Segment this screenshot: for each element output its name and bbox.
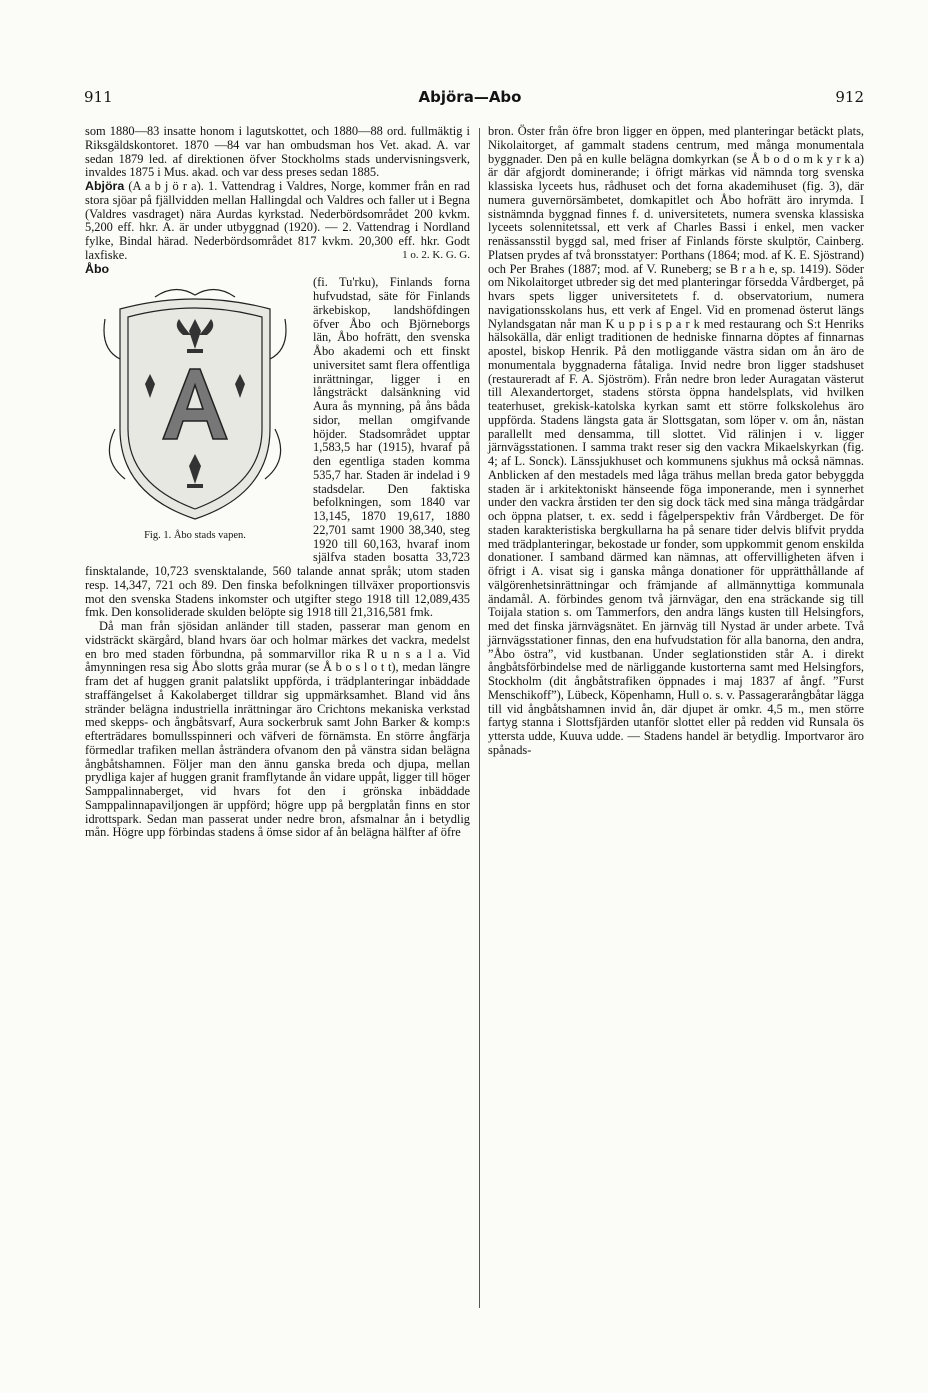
figure-coat-of-arms	[85, 279, 305, 551]
entry-abo-body: (fi. Tu'rku), Finlands forna hufvudstad, säte för Finlands ärkebiskop, landshöfdingen öfver Åbo och Björneborgs län, Åbo hofrätt, den svenska Åbo akademi och ett finskt universitet samt flera offentliga inrättningar, ligger i en långsträckt dalsänkning vid Aura ås mynning, på åns båda sidor, mellan omgifvande höjder. Stadsområdet upptar 1,583,5 har (1915), hvaraf på den egentliga staden komma 535,7 har. Staden är indelad i 9 stadsdelar. Den faktiska befolkningen, som 1840 var 13,145, 1870 19,617, 1880 22,701 samt 1900 38,340, steg 1920 till 60,163, hvaraf inom själfva staden bosatta 33,723 finsktalande, 10,723 svensktalande, 560 talande annat språk; utom staden resp. 14,347, 721 och 89. Den finska befolkningen tillväxer proportionsvis mot den svenska Stadens inkomster och utgifter stego 1918 till 12,089,435 fmk. Den konsoliderade skulden belöpte sig 1918 till 21,316,581 fmk.	[85, 275, 470, 620]
entry-abo-paragraph-2: Då man från sjösidan anländer till staden, passerar man genom en vidsträckt skärgård, bland hvars öar och holmar märkes det vackra, medelst en bro med staden förbundna, på sommarvillor rika R u n s a l a. Vid åmynningen resa sig Åbo slotts gråa murar (se Å b o s l o t t), medan längre fram det af huggen granit palatslikt uppförda, i trädplanteringar inbäddade straffängelset å Kakolaberget tilldrar sig uppmärksamhet. Bland vid åns stränder belägna industriella inrättningar äro Crichtons mekaniska verkstad med skepps- och ångbåtsvarf, Aura sockerbruk samt John Barker & komp:s efterträdares bomullsspinneri och väfveri de förnämsta. En större ångfärja förmedlar trafiken mellan åsträndera ofvanom den på vänstra sidan belägna ångbåtshamnen. Följer man den ännu ganska breda och djupa, mellan prydliga kajer af huggen granit framflytande ån vidare uppåt, ligger till höger Samppalinnaberget, vid hvars fot den i grönska inbäddade Samppalinnapaviljongen är uppförd; högre upp på bergplatån finns en stor idrottspark. Sedan man passerat under nedre bron, afsmalnar ån i betydlig mån. Högre upp förbindas stadens å ömse sidor af ån belägna hälfter af öfre	[85, 619, 470, 840]
entry-heading-abo: Åbo	[85, 261, 110, 276]
entry-abo	[85, 263, 470, 277]
page-number-right: 912	[835, 88, 864, 106]
entry-abo-continued: bron. Öster från öfre bron ligger en öppen, med planteringar betäckt plats, Nikolaitorget, af gammalt stadens centrum, med många monumentala byggnader. Den på en kulle belägna domkyrkan (se Å b o d o m k y r k a) är där afgjordt dominerande; i öfrigt märkas vid nämnda torg svenska klassiska lyceets hus, rådhuset och det forna akademihuset (fig. 3), där numera guvernörsämbetet, domkapitlet och Åbo hofrätt äro inrymda. I sistnämnda byggnad finnes f. d. universitetets, numera svenska klassiska lyceets solennitetssal, ett verk af Charles Bassi i enkel, men vacker renässansstil byggd sal, med friser af Finlands förste skulptör, Cainberg. Platsen prydes af två bronsstatyer: Porthans (1864; mod. af K. E. Sjöstrand) och Per Brahes (1887; mod. af V. Runeberg; se B r a h e, sp. 1419). Söder om Nikolaitorget utbreder sig det med planteringar försedda Vårdberget, på hvars spets ligger universitetets f. d. observatorium, numera navigationsskolans hus, ett verk af Engel. Vid en promenad österut längs Nylandsgatan når man K u p p i s p a r k med restaurang och S:t Henriks hälsokälla, där enligt traditionen de hedniske finnarna döptes af finnarnas apostel, biskop Henrik. På den motliggande västra sidan om ån äro de monumentala byggnaderna fåtaliga. Invid nedre bron ligger stadshuset (restaureradt af F. A. Sjöström). Från nedre bron leder Auragatan västerut till Alexandertorget, stadens största öppna handelsplats, vid hvilken teaterhuset, grekisk-katolska kyrkan samt ett större folkskolehus äro uppförda. Stadens längsta gata är Slottsgatan, som löper v. om ån, nästan parallellt med densamma, till slottet. Vid rälinjen i v. ligger järnvägsstationen. I samma trakt reser sig den vackra Mikaelskyrkan (fig. 4; af L. Sonck). Länssjukhuset och kommunens sjukhus må också nämnas. Anblicken af den mestadels med låga trähus mellan breda gator bebyggda staden är i arkitektoniskt hänseende föga imponerande, men i synnerhet under den vackra årstiden ter den sig dock täck med sina många trädgårdar och öppna platser, t. ex. sedd i fågelperspektiv från Vårdberget. De för staden karakteristiska bergkullarna ha på senare tider delvis blifvit prydda med trädplanteringar, bekostade ur fonder, som uppkommit genom enskilda donationer. I samband därmed kan nämnas, att offervilligheten äfven i öfrigt i A. visat sig i ganska många donationer för upprätthållande af välgörenhetsinrättningar och främjande af allmännyttiga kommunala ändamål. A. förbindes genom två järnvägar, den ena sträckande sig till Toijala station s. om Tammerfors, den andra längs kusten till Helsingfors, med det finska järnvägsnätet. En järnväg till Nystad är under arbete. Två järnvägsstationer finnas, den ena hufvudstation för alla banorna, den andra, ”Åbo östra”, vid kustbanan. Under seglationstiden står A. i direkt ångbåtsförbindelse med de närliggande kustorterna samt med Helsingfors, Stockholm (dit ångbåtstrafiken öppnades i maj 1837 af ångf. ”Furst Menschikoff”), Lübeck, Köpenhamn, Hull o. s. v. Passagerarångbåtar lägga till vid ångbåtshamnen invid ån, där djupet är omkr. 4,5 m., men större fartyg stanna i Slottsfjärden utanför slottet eller på redden vid Runsala ös yttersta udde, Kuuva udde. — Stadens handel är betydlig. Importvaror äro spånads-	[488, 124, 864, 757]
signature-abjora: 1 o. 2. K. G. G.	[402, 248, 470, 261]
left-column	[85, 125, 470, 840]
abo-coat-of-arms-icon	[95, 279, 295, 527]
paragraph-continued: som 1880—83 insatte honom i lagutskottet, och 1880—88 ord. fullmäktig i Riksgäldskontoret. 1870 —84 var han ombudsman hos Vet. akad. A. var sedan 1879 led. af direktionen öfver Stockholms stads undervisningsverk, invaldes 1875 i Mus. akad. och var dess preses sedan 1885.	[85, 124, 470, 180]
entry-heading-abjora: Abjöra	[85, 179, 125, 193]
running-title: Abjöra—Abo	[418, 88, 522, 106]
figure-caption: Fig. 1. Åbo stads vapen.	[144, 530, 246, 542]
page-number-left: 911	[84, 88, 113, 106]
right-column	[488, 125, 864, 758]
entry-abjora	[85, 180, 470, 263]
entry-text-abjora: (A a b j ö r a). 1. Vattendrag i Valdres, Norge, kommer från en rad stora sjöar på fjällvidden mellan Hallingdal och Valdres och faller ut i Begna (Valdres vasdraget) nära Aurdas kyrkstad. Nederbördsområdet 200 kvkm. 5,200 eff. hkr. A. är under utbyggnad (1920). — 2. Vattendrag i Nordland fylke, Bindal härad. Nederbördsområdet 817 kvkm. 20,300 eff. hkr. Godt laxfiske.	[85, 179, 470, 262]
column-divider	[479, 128, 480, 1308]
